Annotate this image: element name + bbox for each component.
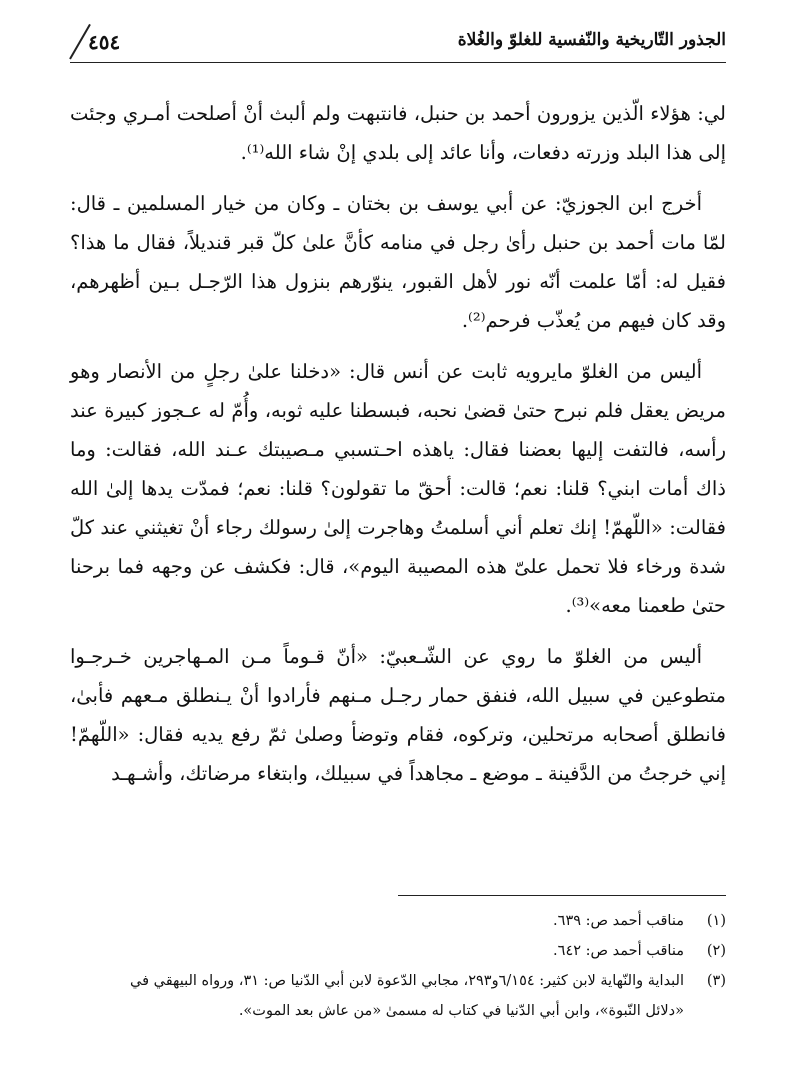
footnote-text: البداية والنّهاية لابن كثير: ٦/١٥٤و٢٩٣، مجابي الدّعوة لابن أبي الدّنيا ص: ٣١، ورواه البيهقي في xyxy=(129,973,684,989)
footnote-item xyxy=(70,906,726,936)
paragraph: أليس من الغلوّ مايرويه ثابت عن أنس قال: «دخلنا علىٰ رجلٍ من الأنصار وهو مريض يعقل فلم نبرح حتىٰ قضىٰ نحبه، فبسطنا عليه ثوبه، وأُمّ له عـجوز كبيرة عند رأسه، فالتفت إليها بعضنا فقال: ياهذه احـتسبي مـصيبتك عـند الله، فقالت: وما ذاك أمات ابني؟ قلنا: نعم؛ قالت: أحقّ ما تقولون؟ قلنا: نعم؛ فمدّت يدها إلىٰ الله فقالت: «اللّهمّ! إنك تعلم أني أسلمتُ وهاجرت إلىٰ رسولك رجاء أنْ تغيثني عند كلّ شدة ورخاء فلا تحمل علىّ هذه المصيبة اليوم»، قال: فكشف عن وجهه فما برحنا حتىٰ طعمنا معه»⁽³⁾. xyxy=(70,360,726,617)
footnote-number: (٢) xyxy=(706,943,726,959)
footnote-separator xyxy=(398,895,726,896)
footnote-item xyxy=(70,936,726,966)
running-title: الجذور التّاريخية والنّفسية للغلوّ والغُلاة xyxy=(457,30,726,50)
page-header xyxy=(70,22,726,78)
footnotes xyxy=(70,906,726,1026)
header-rule xyxy=(70,62,726,63)
footnote-item xyxy=(70,966,726,996)
paragraph: لي: هؤلاء الّذين يزورون أحمد بن حنبل، فانتبهت ولم ألبث أنْ أصلحت أمـري وجئت إلى هذا البلد وزرته دفعات، وأنا عائد إلى بلدي إنْ شاء الله⁽¹⁾. xyxy=(70,102,726,164)
paragraph: أخرج ابن الجوزيّ: عن أبي يوسف بن بختان ـ وكان من خيار المسلمين ـ قال: لمّا مات أحمد بن حنبل رأىٰ رجل في منامه كأنَّ علىٰ كلّ قبر قنديلاً، فقال ما هذا؟ فقيل له: أمّا علمت أنّه نور لأهل القبور، ينوّرهم بنزول هذا الرّجـل بـين أظهرهم، وقد كان فيهم من يُعذّب فرحم⁽²⁾. xyxy=(70,192,726,332)
page-number: ٤٥٤ xyxy=(88,30,121,54)
footnote-number: (٣) xyxy=(706,973,726,989)
footnote-continuation: «دلائل النّبوة»، وابن أبي الدّنيا في كتاب له مسمىٰ «من عاش بعد الموت». xyxy=(238,1003,684,1019)
paragraph: أليس من الغلوّ ما روي عن الشّـعبيّ: «أنّ قـوماً مـن المـهاجرين خـرجـوا متطوعين في سبيل الله، فنفق حمار رجـل مـنهم فأرادوا أنْ يـنطلق مـعهم فأبىٰ، فانطلق أصحابه مرتحلين، وتركوه، فقام وتوضأ وصلىٰ ثمّ رفع يديه فقال: «اللّهمّ! إني خرجتُ من الدَّفينة ـ موضع ـ مجاهداً في سبيلك، وابتغاء مرضاتك، وأشـهـد xyxy=(70,645,726,785)
main-text xyxy=(70,94,726,805)
footnote-text: مناقب أحمد ص: ٦٣٩. xyxy=(553,913,684,929)
footnote-text: مناقب أحمد ص: ٦٤٢. xyxy=(553,943,684,959)
footnote-number: (١) xyxy=(706,913,726,929)
